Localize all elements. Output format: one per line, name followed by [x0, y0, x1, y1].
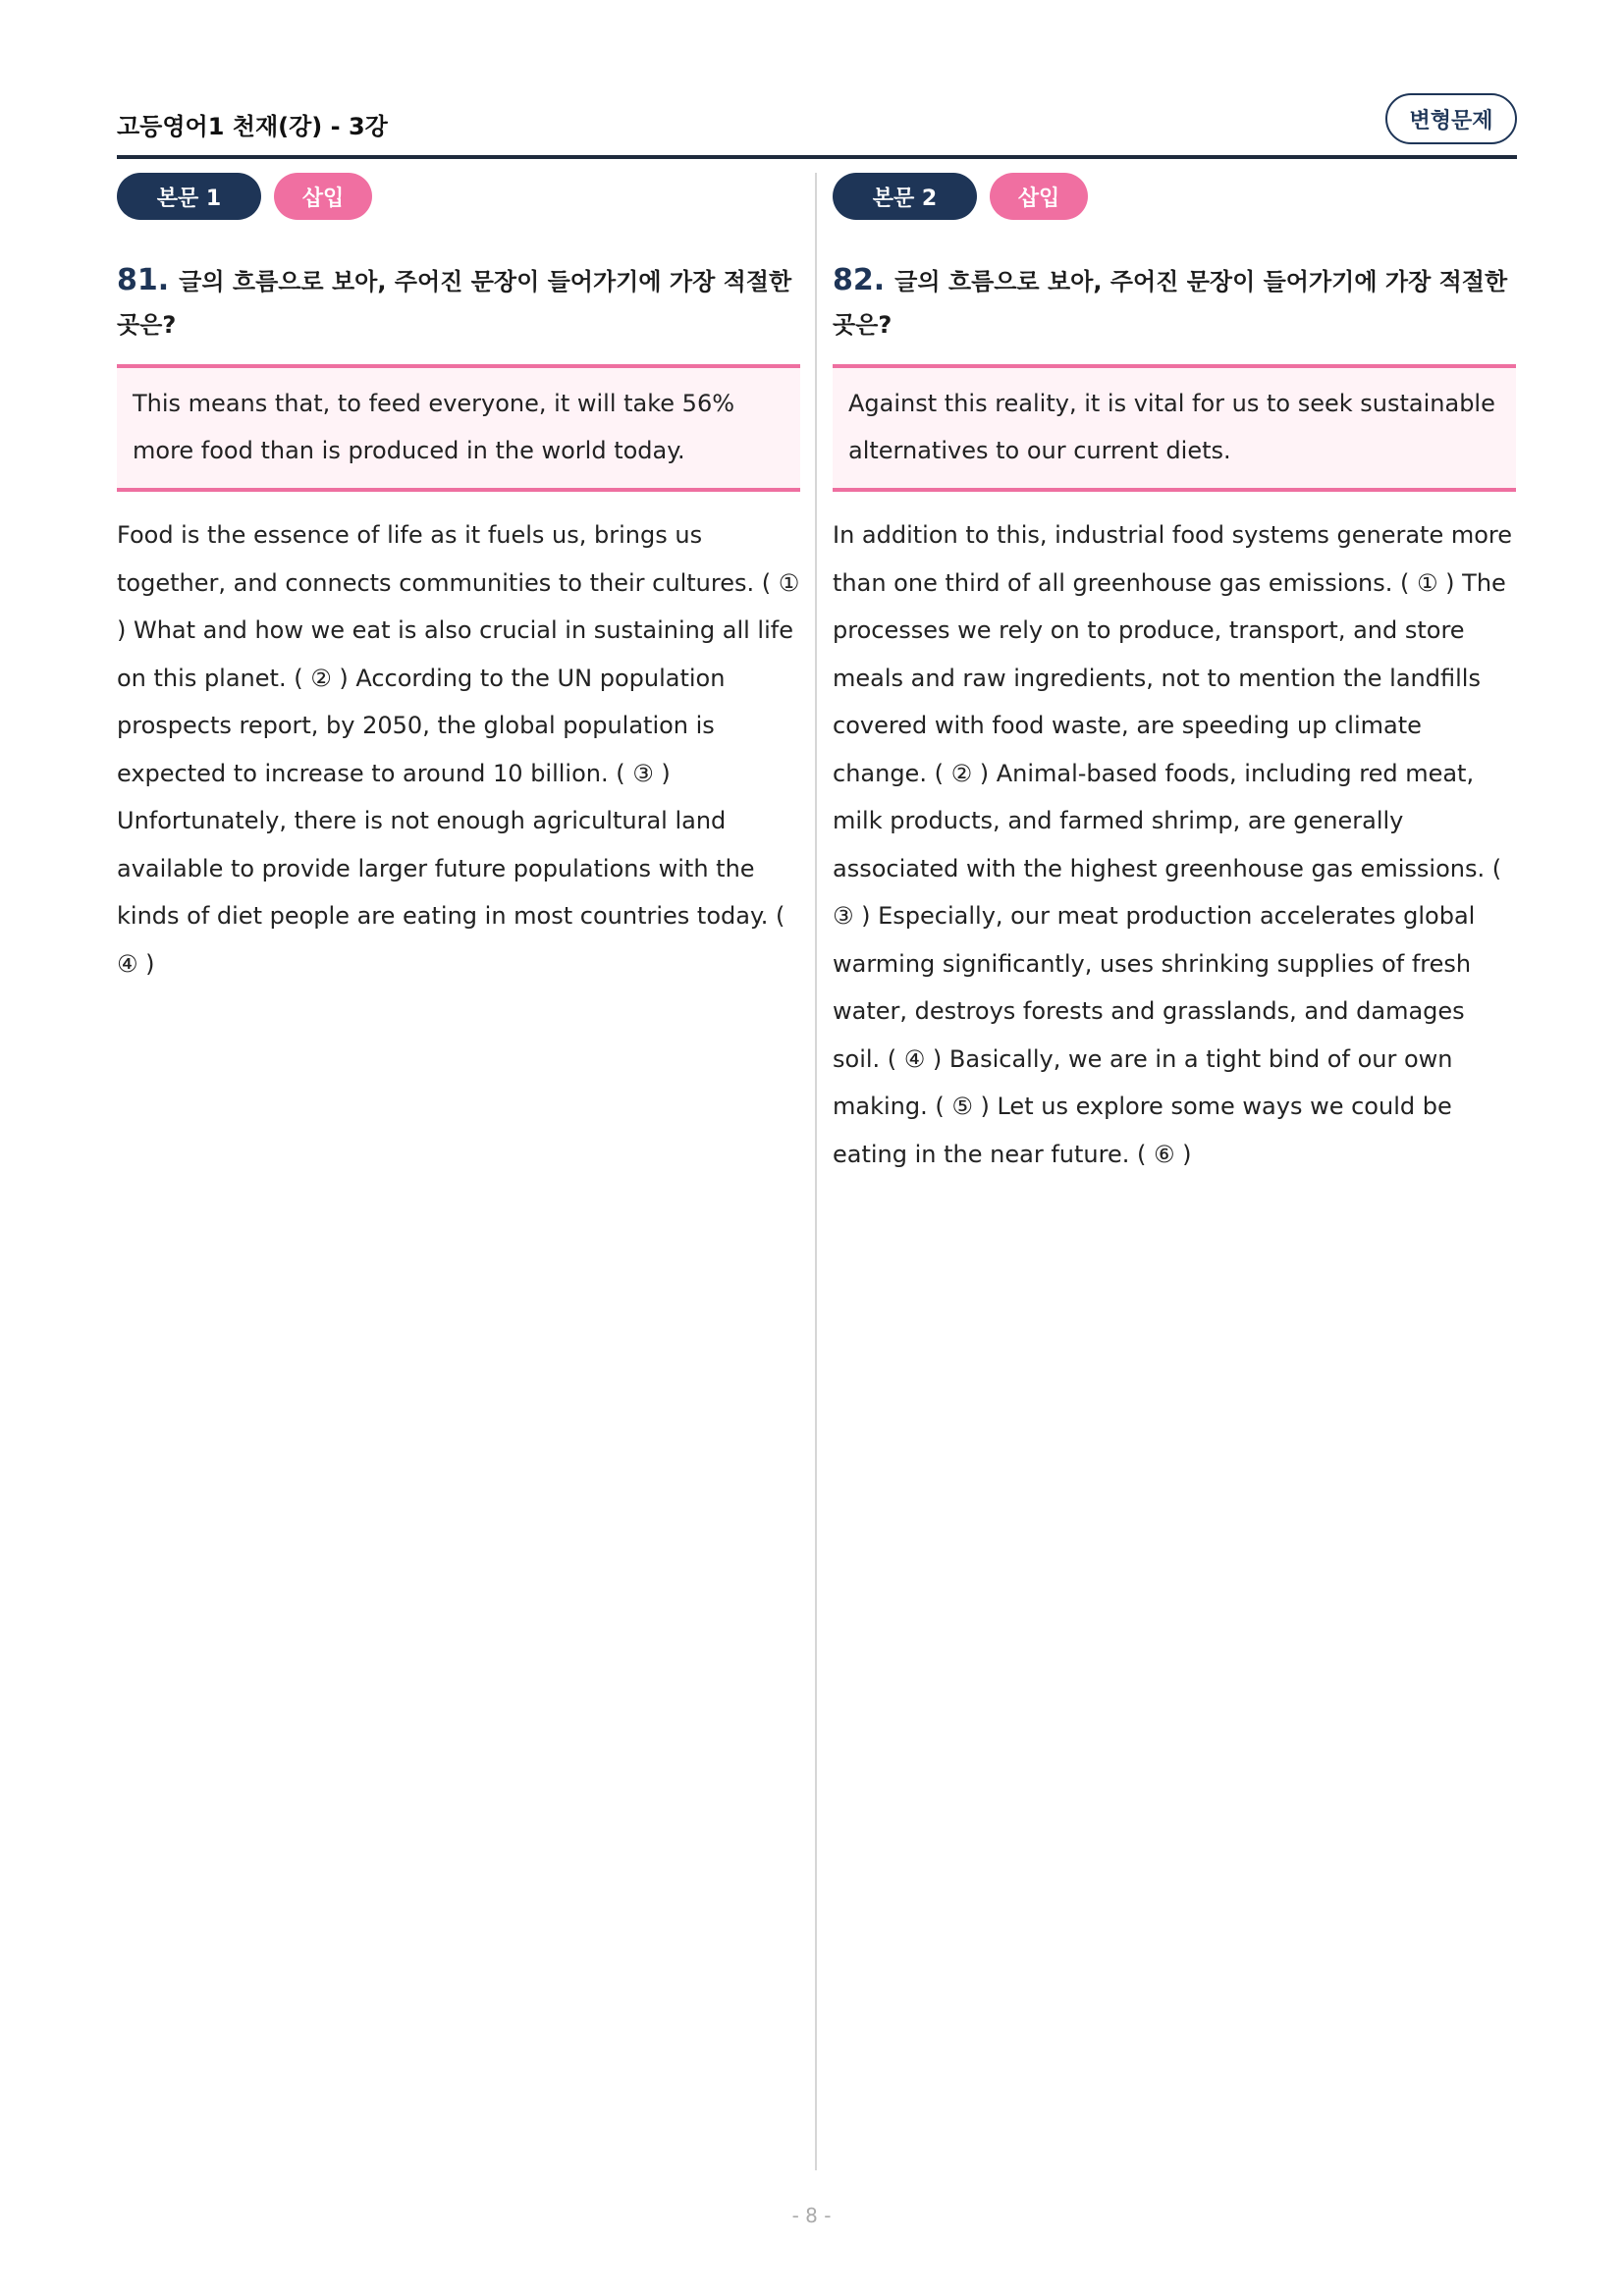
- passage-tag: 본문 1: [117, 173, 261, 220]
- question-column-1: [117, 173, 800, 988]
- page-number: - 8 -: [791, 2204, 832, 2227]
- given-sentence: Against this reality, it is vital for us to seek sustainable alternatives to our current diets.: [848, 390, 1495, 464]
- question-number: 81.: [117, 263, 170, 297]
- given-sentence-box: [117, 364, 800, 492]
- passage-text: Food is the essence of life as it fuels us, brings us together, and connects communities to their cultures. ( ① ) What and how we eat is also crucial in sustaining all life on this planet. ( ② ) According to the UN population prospects report, by 2050, the global population is expected to increase to around 10 billion. ( ③ ) Unfortunately, there is not enough agricultural land available to provide larger future populations with the kinds of diet people are eating in most countries today. ( ④ ): [117, 521, 800, 978]
- question-text: 글의 흐름으로 보아, 주어진 문장이 들어가기에 가장 적절한 곳은?: [117, 268, 792, 339]
- tag-row: [117, 173, 800, 222]
- question-text: 글의 흐름으로 보아, 주어진 문장이 들어가기에 가장 적절한 곳은?: [833, 268, 1508, 339]
- header-rule: [117, 155, 1517, 159]
- passage-tag: 본문 2: [833, 173, 977, 220]
- given-sentence: This means that, to feed everyone, it will take 56% more food than is produced in the world today.: [133, 390, 735, 464]
- page-title: 고등영어1 천재(강) - 3강: [117, 113, 388, 140]
- question-prompt: [117, 259, 800, 347]
- column-divider: [815, 173, 817, 2170]
- passage-text: In addition to this, industrial food systems generate more than one third of all greenhouse gas emissions. ( ① ) The processes we rely on to produce, transport, and store meals and raw ingredients, not to mention the landfills covered with food waste, are speeding up climate change. ( ② ) Animal-based foods, including red meat, milk products, and farmed shrimp, are generally associated with the highest greenhouse gas emissions. ( ③ ) Especially, our meat production accelerates global warming significantly, uses shrinking supplies of fresh water, destroys forests and grasslands, and damages soil. ( ④ ) Basically, we are in a tight bind of our own making. ( ⑤ ) Let us explore some ways we could be eating in the near future. ( ⑥ ): [833, 521, 1513, 1168]
- page-header: [117, 93, 1517, 154]
- variant-badge: 변형문제: [1385, 93, 1517, 144]
- question-prompt: [833, 259, 1516, 347]
- given-sentence-box: [833, 364, 1516, 492]
- question-number: 82.: [833, 263, 886, 297]
- question-column-2: [833, 173, 1516, 1178]
- type-tag: 삽입: [990, 173, 1088, 220]
- tag-row: [833, 173, 1516, 222]
- type-tag: 삽입: [274, 173, 372, 220]
